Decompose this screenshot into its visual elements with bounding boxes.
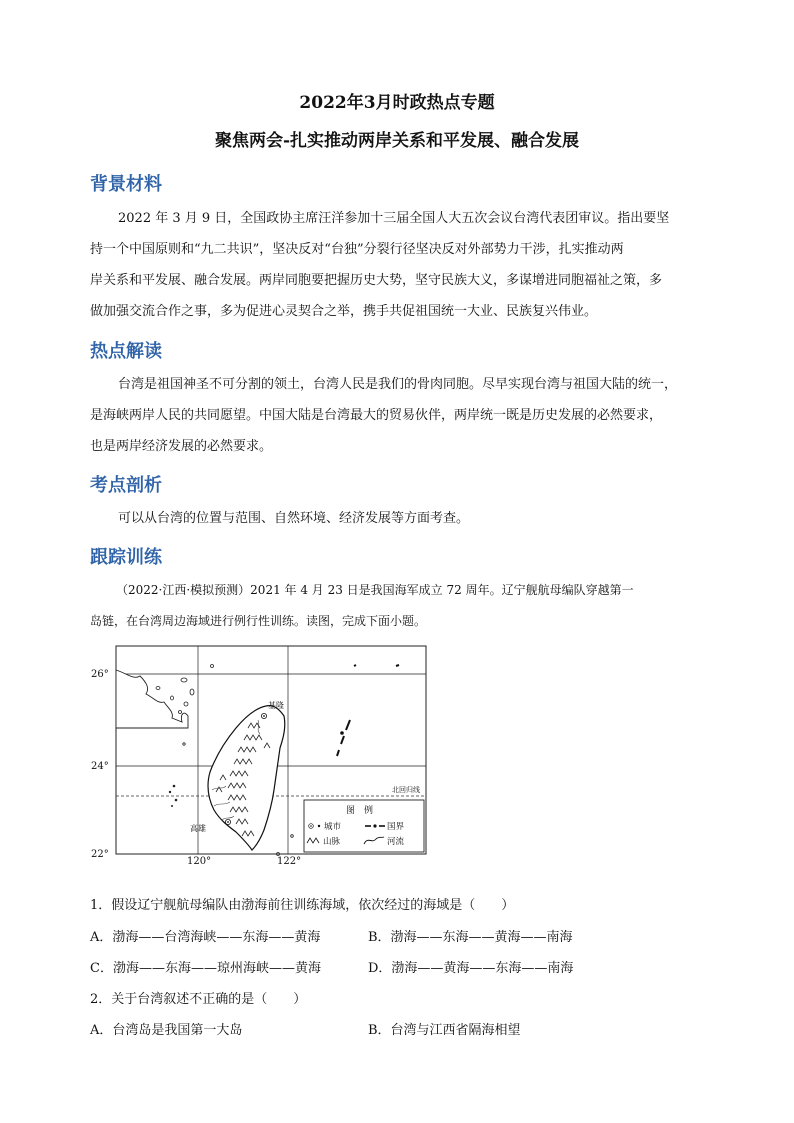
- training-intro: [90, 575, 710, 637]
- question-1-option-b: B．渤海——东海——黄海——南海: [368, 930, 573, 945]
- legend-border-icon: [365, 825, 385, 827]
- question-1-option-d: D．渤海——黄海——东海——南海: [368, 961, 574, 976]
- page-subtitle: 聚焦两会-扎实推动两岸关系和平发展、融合发展: [214, 131, 580, 151]
- city-gaoxiong: [225, 819, 230, 824]
- hotspot-paragraph: [90, 369, 710, 462]
- paragraph-line: 是海峡两岸人民的共同愿望。中国大陆是台湾最大的贸易伙伴，两岸统一既是历史发展的必然要求，: [90, 408, 663, 423]
- question-1-option-c: C．渤海——东海——琼州海峡——黄海: [90, 961, 321, 976]
- label-jilong: 基隆: [268, 701, 284, 710]
- section-heading-analysis: 考点剖析: [90, 475, 162, 496]
- question-2-stem: 2．关于台湾叙述不正确的是（ ）: [90, 992, 307, 1007]
- question-2-option-a: A．台湾岛是我国第一大岛: [90, 1023, 243, 1038]
- legend-city-label: 城市: [324, 822, 342, 832]
- label-gaoxiong: 高雄: [190, 824, 206, 833]
- lon-label-120: 120°: [187, 856, 212, 865]
- section-heading-hotspot: 热点解读: [90, 341, 162, 362]
- label-tropic: 北回归线: [392, 786, 420, 794]
- intro-line: 岛链，在台湾周边海域进行例行性训练。读图，完成下面小题。: [90, 614, 427, 628]
- paragraph-line: 可以从台湾的位置与范围、自然环境、经济发展等方面考查。: [118, 511, 470, 526]
- legend-title: 图 例: [346, 806, 374, 816]
- lat-label-24: 24°: [91, 761, 109, 772]
- analysis-paragraph: [90, 503, 710, 534]
- taiwan-map: [88, 640, 433, 865]
- background-paragraph: [90, 203, 710, 327]
- page-title: 2022年3月时政热点专题: [299, 93, 495, 113]
- question-2-option-b: B．台湾与江西省隔海相望: [368, 1023, 521, 1038]
- section-heading-training: 跟踪训练: [90, 547, 162, 568]
- legend-river-label: 河流: [387, 837, 405, 847]
- paragraph-line: 岸关系和平发展、融合发展。两岸同胞要把握历史大势，坚守民族大义，多谋增进同胞福祉之策，多: [90, 273, 663, 288]
- intro-line: （2022·江西·模拟预测）2021 年 4 月 23 日是我国海军成立 72 周年。辽宁舰航母编队穿越第一: [116, 583, 634, 597]
- section-heading-background: 背景材料: [90, 174, 162, 195]
- city-jilong: [261, 713, 266, 718]
- paragraph-line: 台湾是祖国神圣不可分割的领土，台湾人民是我们的骨肉同胞。尽早实现台湾与祖国大陆的统一，: [118, 377, 678, 392]
- question-1-option-a: A．渤海——台湾海峡——东海——黄海: [90, 930, 321, 945]
- legend-border-label: 国界: [387, 822, 405, 832]
- paragraph-line: 持一个中国原则和“九二共识”，坚决反对“台独”分裂行径坚决反对外部势力干涉，扎实推动两: [90, 242, 624, 257]
- lat-label-22: 22°: [91, 849, 109, 860]
- paragraph-line: 2022 年 3 月 9 日，全国政协主席汪洋参加十三届全国人大五次会议台湾代表团审议。指出要坚: [118, 211, 670, 226]
- question-1-stem: 1．假设辽宁舰航母编队由渤海前往训练海域，依次经过的海域是（ ）: [90, 898, 515, 913]
- legend-mountain-label: 山脉: [323, 837, 341, 847]
- paragraph-line: 也是两岸经济发展的必然要求。: [90, 439, 273, 454]
- lat-label-26: 26°: [91, 669, 109, 680]
- map-legend: [304, 800, 424, 852]
- paragraph-line: 做加强交流合作之事，多为促进心灵契合之举，携手共促祖国统一大业、民族复兴伟业。: [90, 304, 598, 319]
- lon-label-122: 122°: [277, 856, 302, 865]
